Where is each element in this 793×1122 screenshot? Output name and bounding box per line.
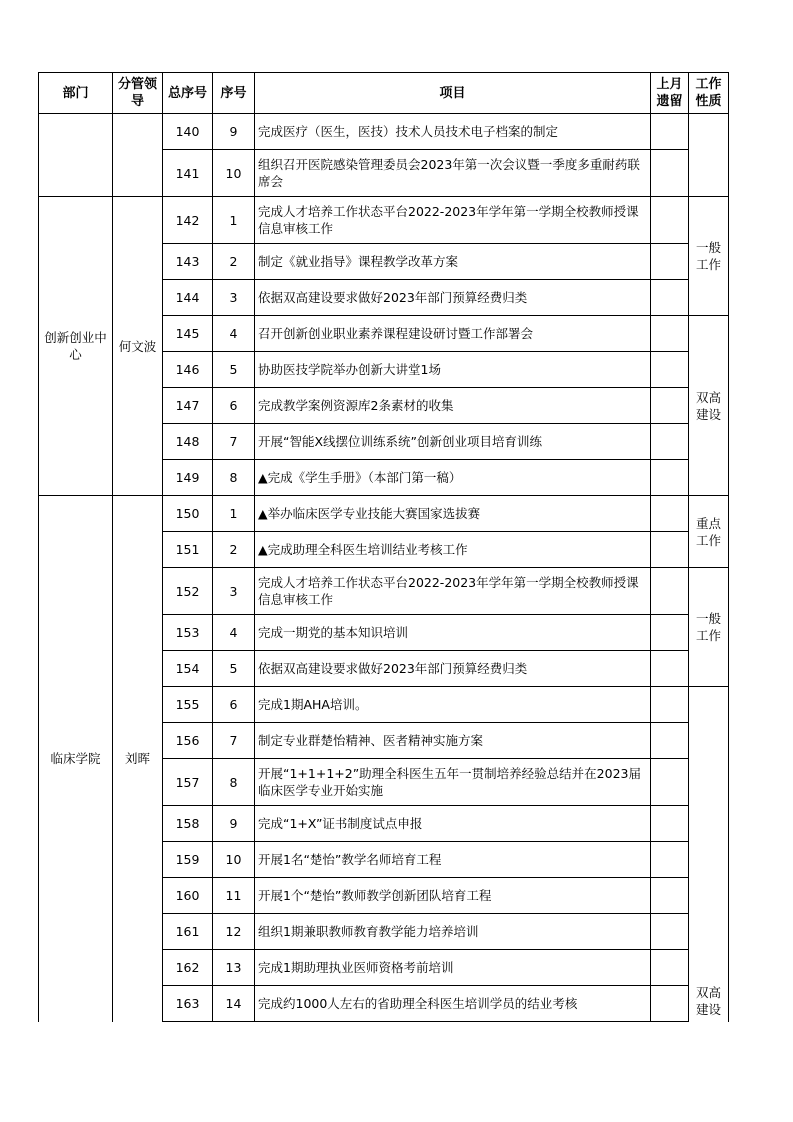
no-cell: 12 [213,914,255,950]
total-no-cell: 140 [163,114,213,150]
item-cell: 协助医技学院举办创新大讲堂1场 [255,352,651,388]
table-row [39,496,729,532]
work-type-cell: 重点工作 [689,496,729,568]
item-cell: 完成医疗（医生，医技）技术人员技术电子档案的制定 [255,114,651,150]
header-leader: 分管领导 [113,73,163,114]
leader-cell-clinical: 刘晖 [113,496,163,1022]
total-no-cell: 158 [163,806,213,842]
no-cell: 1 [213,496,255,532]
total-no-cell: 141 [163,150,213,197]
last-month-cell [651,532,689,568]
item-cell: 完成“1+X”证书制度试点申报 [255,806,651,842]
last-month-cell [651,806,689,842]
item-cell: 制定专业群楚怡精神、医者精神实施方案 [255,723,651,759]
total-no-cell: 157 [163,759,213,806]
item-cell: ▲完成《学生手册》（本部门第一稿） [255,460,651,496]
item-cell: 制定《就业指导》课程教学改革方案 [255,244,651,280]
total-no-cell: 151 [163,532,213,568]
no-cell: 9 [213,114,255,150]
no-cell: 13 [213,950,255,986]
no-cell: 8 [213,460,255,496]
item-cell: 完成人才培养工作状态平台2022-2023年学年第一学期全校教师授课信息审核工作 [255,197,651,244]
last-month-cell [651,878,689,914]
no-cell: 6 [213,687,255,723]
table-row [39,114,729,150]
no-cell: 14 [213,986,255,1022]
total-no-cell: 148 [163,424,213,460]
last-month-cell [651,388,689,424]
header-work-type: 工作性质 [689,73,729,114]
leader-cell-innovation: 何文波 [113,197,163,496]
total-no-cell: 153 [163,615,213,651]
no-cell: 6 [213,388,255,424]
header-item: 项目 [255,73,651,114]
total-no-cell: 156 [163,723,213,759]
no-cell: 2 [213,532,255,568]
total-no-cell: 150 [163,496,213,532]
last-month-cell [651,460,689,496]
item-cell: 组织召开医院感染管理委员会2023年第一次会议暨一季度多重耐药联席会 [255,150,651,197]
no-cell: 9 [213,806,255,842]
last-month-cell [651,842,689,878]
no-cell: 8 [213,759,255,806]
total-no-cell: 162 [163,950,213,986]
last-month-cell [651,244,689,280]
no-cell: 4 [213,316,255,352]
work-plan-table [38,72,729,1022]
last-month-cell [651,687,689,723]
item-cell: 完成约1000人左右的省助理全科医生培训学员的结业考核 [255,986,651,1022]
header-dept: 部门 [39,73,113,114]
item-cell: 开展“智能X线摆位训练系统”创新创业项目培育训练 [255,424,651,460]
no-cell: 10 [213,842,255,878]
work-type-cell: 双高建设 [689,316,729,496]
header-total-no: 总序号 [163,73,213,114]
item-cell: 完成人才培养工作状态平台2022-2023年学年第一学期全校教师授课信息审核工作 [255,568,651,615]
total-no-cell: 147 [163,388,213,424]
last-month-cell [651,568,689,615]
no-cell: 5 [213,352,255,388]
total-no-cell: 149 [163,460,213,496]
header-last-month: 上月遗留 [651,73,689,114]
no-cell: 2 [213,244,255,280]
total-no-cell: 163 [163,986,213,1022]
total-no-cell: 154 [163,651,213,687]
last-month-cell [651,723,689,759]
no-cell: 11 [213,878,255,914]
item-cell: 开展1名“楚怡”教学名师培育工程 [255,842,651,878]
no-cell: 7 [213,424,255,460]
total-no-cell: 155 [163,687,213,723]
header-no: 序号 [213,73,255,114]
item-cell: 召开创新创业职业素养课程建设研讨暨工作部署会 [255,316,651,352]
total-no-cell: 146 [163,352,213,388]
last-month-cell [651,986,689,1022]
item-cell: 依据双高建设要求做好2023年部门预算经费归类 [255,651,651,687]
no-cell: 4 [213,615,255,651]
last-month-cell [651,615,689,651]
last-month-cell [651,197,689,244]
leader-cell-prev [113,114,163,197]
item-cell: 完成1期助理执业医师资格考前培训 [255,950,651,986]
last-month-cell [651,352,689,388]
total-no-cell: 160 [163,878,213,914]
total-no-cell: 159 [163,842,213,878]
no-cell: 1 [213,197,255,244]
item-cell: 完成1期AHA培训。 [255,687,651,723]
last-month-cell [651,759,689,806]
no-cell: 3 [213,568,255,615]
last-month-cell [651,424,689,460]
table-row [39,197,729,244]
item-cell: ▲举办临床医学专业技能大赛国家选拔赛 [255,496,651,532]
last-month-cell [651,114,689,150]
item-cell: 开展1个“楚怡”教师教学创新团队培育工程 [255,878,651,914]
item-cell: ▲完成助理全科医生培训结业考核工作 [255,532,651,568]
no-cell: 10 [213,150,255,197]
no-cell: 7 [213,723,255,759]
work-type-cell: 双高建设 [689,687,729,1022]
no-cell: 5 [213,651,255,687]
item-cell: 开展“1+1+1+2”助理全科医生五年一贯制培养经验总结并在2023届临床医学专业开始实施 [255,759,651,806]
work-type-cell: 一般工作 [689,197,729,316]
item-cell: 完成一期党的基本知识培训 [255,615,651,651]
total-no-cell: 152 [163,568,213,615]
item-cell: 组织1期兼职教师教育教学能力培养培训 [255,914,651,950]
item-cell: 完成教学案例资源库2条素材的收集 [255,388,651,424]
no-cell: 3 [213,280,255,316]
work-type-cell: 一般工作 [689,568,729,687]
last-month-cell [651,316,689,352]
item-cell: 依据双高建设要求做好2023年部门预算经费归类 [255,280,651,316]
total-no-cell: 142 [163,197,213,244]
total-no-cell: 145 [163,316,213,352]
dept-cell-prev [39,114,113,197]
total-no-cell: 144 [163,280,213,316]
total-no-cell: 161 [163,914,213,950]
last-month-cell [651,150,689,197]
dept-cell-innovation: 创新创业中心 [39,197,113,496]
last-month-cell [651,496,689,532]
last-month-cell [651,280,689,316]
last-month-cell [651,914,689,950]
last-month-cell [651,950,689,986]
last-month-cell [651,651,689,687]
work-type-cell-prev [689,114,729,197]
dept-cell-clinical: 临床学院 [39,496,113,1022]
header-row [39,73,729,114]
total-no-cell: 143 [163,244,213,280]
